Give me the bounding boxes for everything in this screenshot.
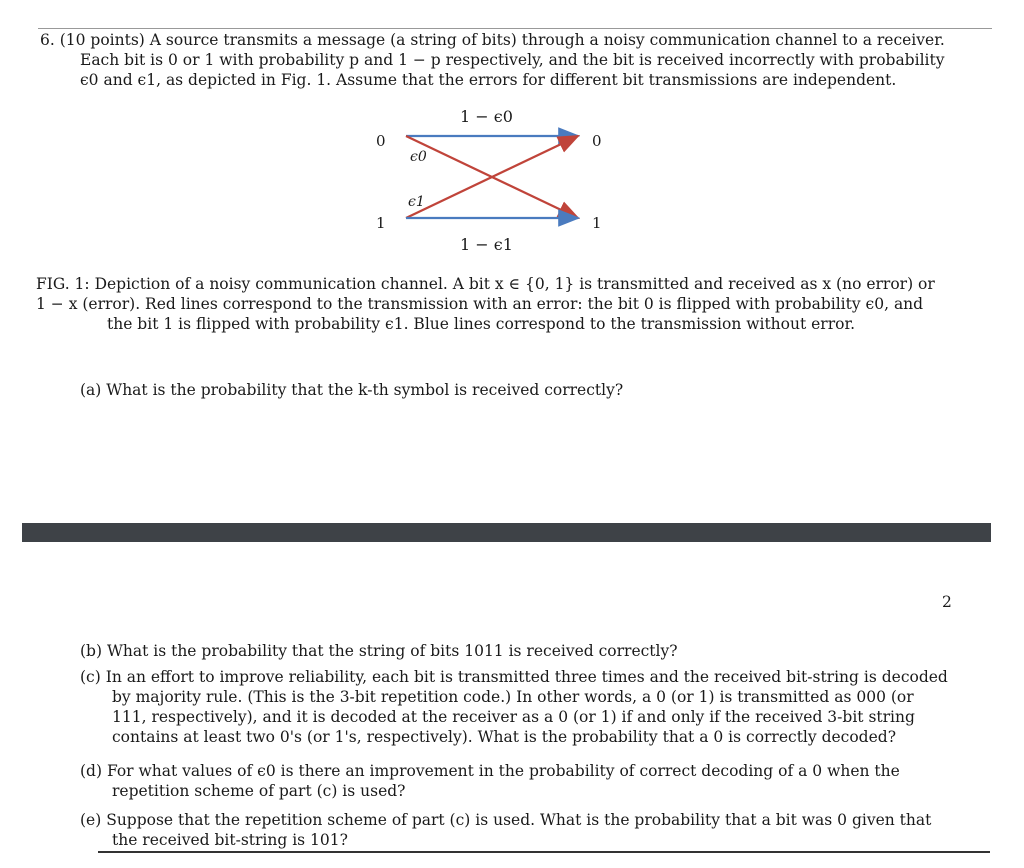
figure-caption-line-3: the bit 1 is flipped with probability ϵ1. Blue lines correspond to the transmission without error.: [107, 315, 856, 333]
label-input-0: 0: [376, 132, 386, 150]
figure-caption-line-1: FIG. 1: Depiction of a noisy communication channel. A bit x ∈ {0, 1} is transmitted and received as x (no error) or: [36, 275, 935, 293]
problem-statement-line-1: 6. (10 points) A source transmits a message (a string of bits) through a noisy communication channel to a receiver.: [40, 31, 945, 49]
label-output-1: 1: [592, 214, 602, 232]
label-eps0: ϵ0: [410, 149, 427, 165]
problem-statement-line-3: ϵ0 and ϵ1, as depicted in Fig. 1. Assume that the errors for different bit transmissions are independent.: [80, 71, 897, 89]
part-a-question: (a) What is the probability that the k-th symbol is received correctly?: [80, 381, 624, 399]
bottom-rule: [98, 851, 990, 853]
problem-statement-line-2: Each bit is 0 or 1 with probability p and 1 − p respectively, and the bit is received incorrectly with probability: [80, 51, 945, 69]
label-eps1: ϵ1: [408, 194, 425, 210]
channel-diagram: [360, 100, 620, 260]
part-c-question-line-1: (c) In an effort to improve reliability, each bit is transmitted three times and the received bit-string is decoded: [80, 668, 948, 686]
part-d-question-line-2: repetition scheme of part (c) is used?: [112, 782, 406, 800]
part-e-question-line-2: the received bit-string is 101?: [112, 831, 348, 849]
part-c-question-line-3: 111, respectively), and it is decoded at the receiver as a 0 (or 1) if and only if the received 3-bit string: [112, 708, 915, 726]
figure-caption-line-2: 1 − x (error). Red lines correspond to the transmission with an error: the bit 0 is flipped with probability ϵ0, and: [36, 295, 924, 313]
label-output-0: 0: [592, 132, 602, 150]
part-c-question-line-4: contains at least two 0's (or 1's, respectively). What is the probability that a 0 is correctly decoded?: [112, 728, 896, 746]
page-break-band: [22, 523, 991, 542]
part-b-question: (b) What is the probability that the string of bits 1011 is received correctly?: [80, 642, 678, 660]
page-number: 2: [942, 593, 952, 611]
label-top-prob: 1 − ϵ0: [460, 107, 513, 126]
label-input-1: 1: [376, 214, 386, 232]
label-bottom-prob: 1 − ϵ1: [460, 235, 513, 254]
part-c-question-line-2: by majority rule. (This is the 3-bit repetition code.) In other words, a 0 (or 1) is transmitted as 000 (or: [112, 688, 914, 706]
part-d-question-line-1: (d) For what values of ϵ0 is there an improvement in the probability of correct decoding of a 0 when the: [80, 762, 900, 780]
top-rule: [38, 28, 992, 29]
part-e-question-line-1: (e) Suppose that the repetition scheme of part (c) is used. What is the probability that a bit was 0 given that: [80, 811, 932, 829]
